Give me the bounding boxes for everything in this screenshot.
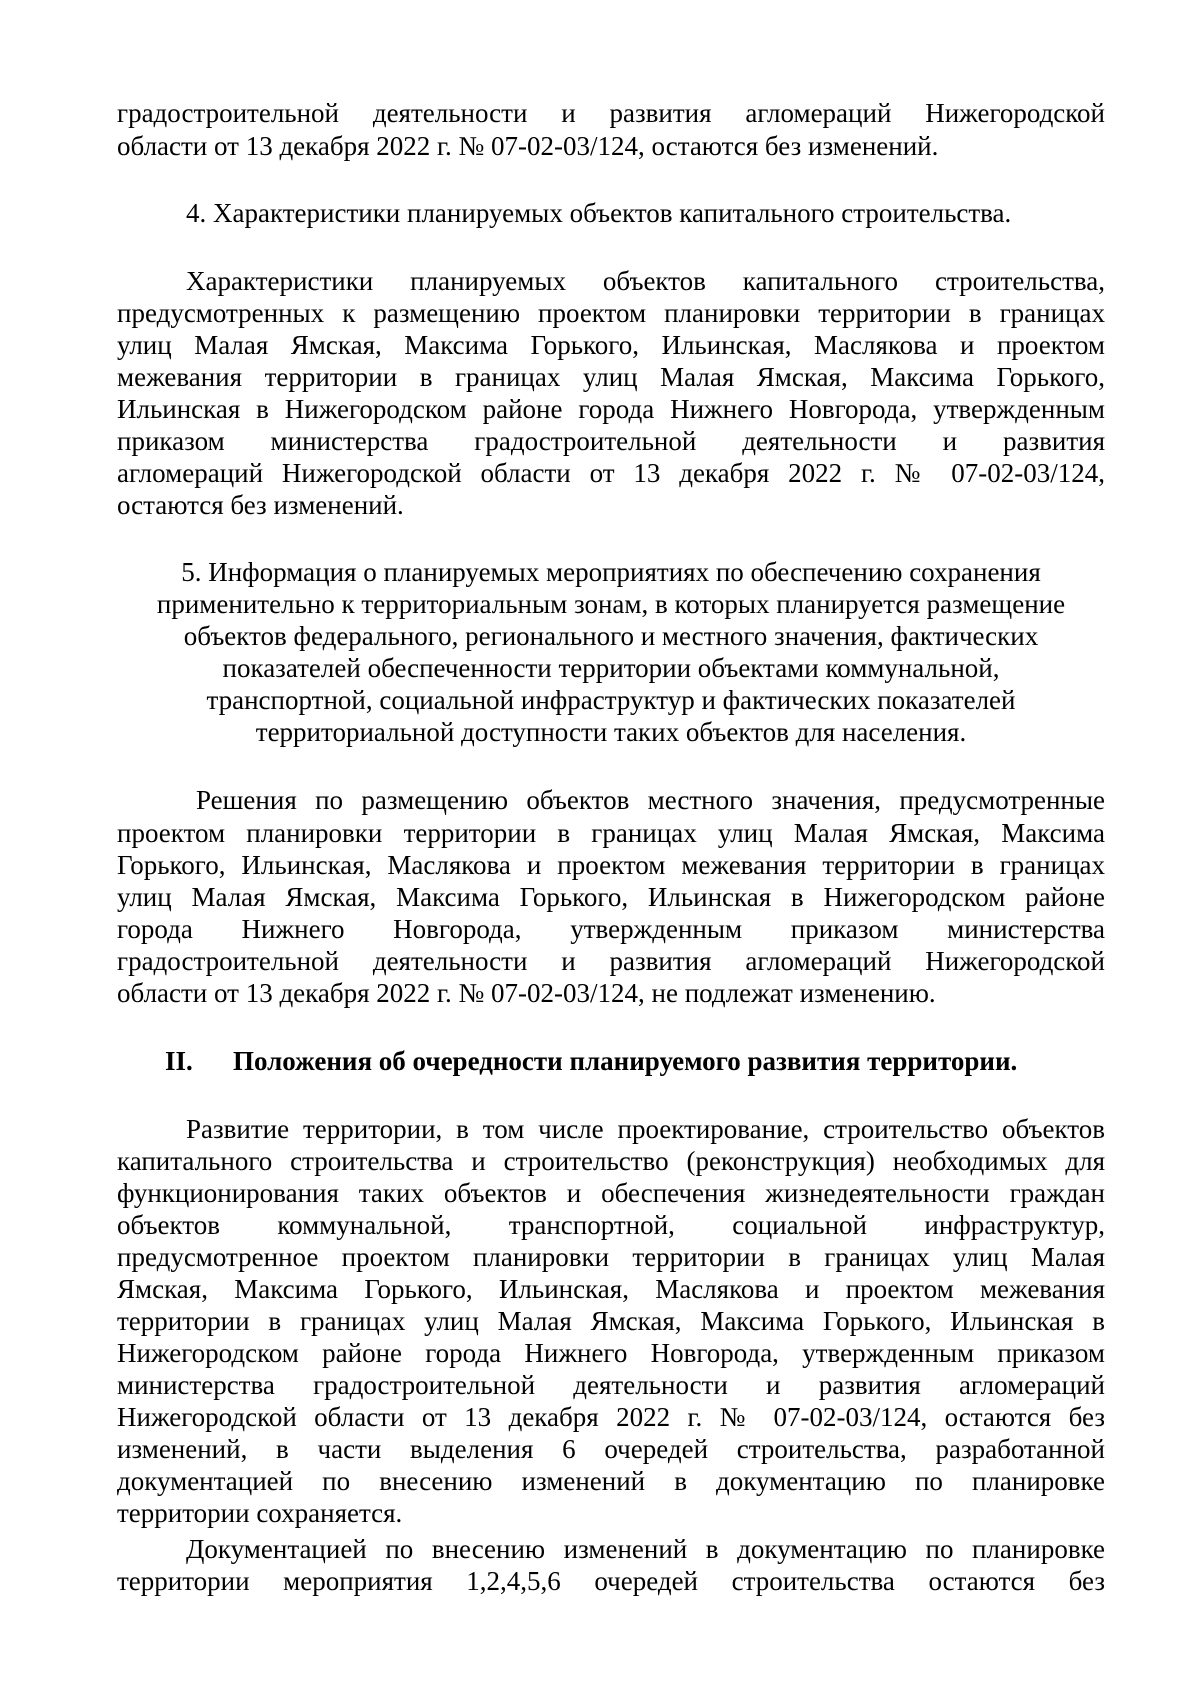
section-4-line-7: агломераций Нижегородской области от 13 декабря 2022 г. № 07-02-03/124, bbox=[117, 458, 1105, 488]
section-2-p1-line-9: министерства градостроительной деятельности и развития агломераций bbox=[117, 1370, 1105, 1400]
section-2-p1-line-4: объектов коммунальной, транспортной, социальной инфраструктур, bbox=[117, 1210, 1105, 1240]
section-5-heading-line-2: применительно к территориальным зонам, в которых планируется размещение bbox=[156, 589, 1066, 619]
section-5-line-7: области от 13 декабря 2022 г. № 07-02-03/124, не подлежат изменению. bbox=[117, 978, 936, 1008]
section-4-line-6: приказом министерства градостроительной деятельности и развития bbox=[117, 426, 1105, 456]
section-4-line-3: улиц Малая Ямская, Максима Горького, Ильинская, Маслякова и проектом bbox=[117, 330, 1105, 360]
section-4-line-1: Характеристики планируемых объектов капитального строительства, bbox=[186, 266, 1105, 296]
section-2-p2-line-2: территории мероприятия 1,2,4,5,6 очередей строительства остаются без bbox=[117, 1566, 1105, 1596]
section-5-line-1: Решения по размещению объектов местного значения, предусмотренные bbox=[196, 785, 1105, 815]
section-5-heading-line-1: 5. Информация о планируемых мероприятиях по обеспечению сохранения bbox=[181, 557, 1041, 587]
section-2-p1-line-11: изменений, в части выделения 6 очередей строительства, разработанной bbox=[117, 1434, 1105, 1464]
section-4-line-8: остаются без изменений. bbox=[117, 490, 404, 520]
section-5-line-6: градостроительной деятельности и развития агломераций Нижегородской bbox=[117, 946, 1105, 976]
section-5-line-5: города Нижнего Новгорода, утвержденным приказом министерства bbox=[117, 914, 1105, 944]
section-2-p2-line-1: Документацией по внесению изменений в документацию по планировке bbox=[186, 1534, 1105, 1564]
section-5-line-2: проектом планировки территории в границах улиц Малая Ямская, Максима bbox=[117, 818, 1105, 848]
intro-line-2: области от 13 декабря 2022 г. № 07-02-03/124, остаются без изменений. bbox=[117, 131, 939, 161]
section-5-line-3: Горького, Ильинская, Маслякова и проектом межевания территории в границах bbox=[117, 850, 1105, 880]
section-4-line-2: предусмотренных к размещению проектом планировки территории в границах bbox=[117, 298, 1105, 328]
section-2-p1-line-1: Развитие территории, в том числе проектирование, строительство объектов bbox=[186, 1114, 1105, 1144]
intro-line-1: градостроительной деятельности и развития агломераций Нижегородской bbox=[117, 98, 1105, 128]
section-2-p1-line-7: территории в границах улиц Малая Ямская, Максима Горького, Ильинская в bbox=[117, 1306, 1105, 1336]
section-2-title: Положения об очередности планируемого развития территории. bbox=[233, 1046, 1018, 1076]
section-5-line-4: улиц Малая Ямская, Максима Горького, Ильинская в Нижегородском районе bbox=[117, 882, 1105, 912]
section-4-line-5: Ильинская в Нижегородском районе города Нижнего Новгорода, утвержденным bbox=[117, 394, 1105, 424]
section-2-p1-line-13: территории сохраняется. bbox=[117, 1498, 403, 1528]
section-2-p1-line-3: функционирования таких объектов и обеспечения жизнедеятельности граждан bbox=[117, 1178, 1105, 1208]
section-4-heading: 4. Характеристики планируемых объектов капитального строительства. bbox=[186, 198, 1012, 228]
section-5-heading-line-6: территориальной доступности таких объектов для населения. bbox=[255, 717, 967, 747]
section-5-heading-line-4: показателей обеспеченности территории объектами коммунальной, bbox=[222, 653, 1000, 683]
section-5-heading-line-5: транспортной, социальной инфраструктур и фактических показателей bbox=[206, 685, 1016, 715]
section-2-p1-line-8: Нижегородском районе города Нижнего Новгорода, утвержденным приказом bbox=[117, 1338, 1105, 1368]
section-2-p1-line-6: Ямская, Максима Горького, Ильинская, Маслякова и проектом межевания bbox=[117, 1274, 1105, 1304]
section-2-p1-line-2: капитального строительства и строительство (реконструкция) необходимых для bbox=[117, 1146, 1105, 1176]
section-2-p1-line-5: предусмотренное проектом планировки территории в границах улиц Малая bbox=[117, 1242, 1105, 1272]
section-2-p1-line-12: документацией по внесению изменений в документацию по планировке bbox=[117, 1466, 1105, 1496]
section-2-p1-line-10: Нижегородской области от 13 декабря 2022 г. № 07-02-03/124, остаются без bbox=[117, 1402, 1105, 1432]
section-2-number: II. bbox=[165, 1046, 193, 1076]
section-4-line-4: межевания территории в границах улиц Малая Ямская, Максима Горького, bbox=[117, 362, 1105, 392]
section-5-heading-line-3: объектов федерального, регионального и местного значения, фактических bbox=[183, 621, 1039, 651]
